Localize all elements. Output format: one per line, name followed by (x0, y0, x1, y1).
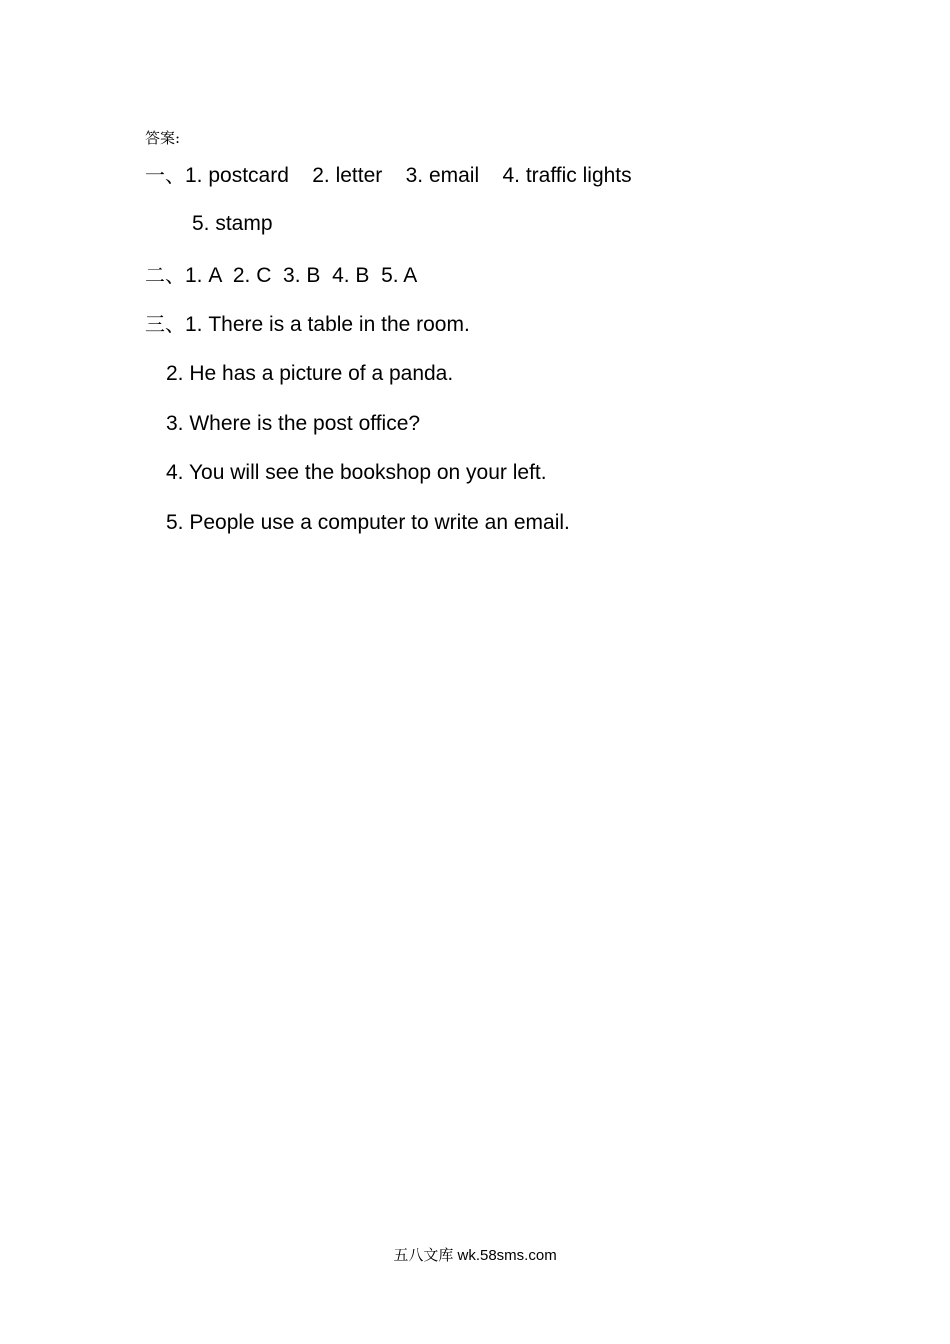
section-3-marker: 三、 (145, 312, 185, 336)
section-2-line-1 (145, 262, 417, 289)
section-2-answers: 1. A 2. C 3. B 4. B 5. A (185, 264, 418, 287)
section-1-answer-5: 5. stamp (192, 212, 273, 235)
section-1-answers-1-4: 1. postcard 2. letter 3. email 4. traffic lights (185, 164, 632, 187)
section-3-line-1 (145, 311, 470, 338)
section-3-sentence-1: 1. There is a table in the room. (185, 313, 470, 336)
section-1-line-1 (145, 162, 632, 189)
section-3-sentence-3: 3. Where is the post office? (166, 412, 421, 435)
section-2-marker: 二、 (145, 263, 185, 287)
page-footer (0, 1245, 950, 1266)
answer-heading: 答案: (145, 129, 181, 147)
section-3-sentence-4: 4. You will see the bookshop on your left. (166, 461, 547, 484)
section-3-sentence-5: 5. People use a computer to write an email. (166, 511, 570, 534)
footer-site-url: wk.58sms.com (457, 1247, 557, 1264)
footer-site-name: 五八文库 (393, 1246, 454, 1264)
section-3-sentence-2: 2. He has a picture of a panda. (166, 362, 454, 385)
section-1-marker: 一、 (145, 163, 185, 187)
